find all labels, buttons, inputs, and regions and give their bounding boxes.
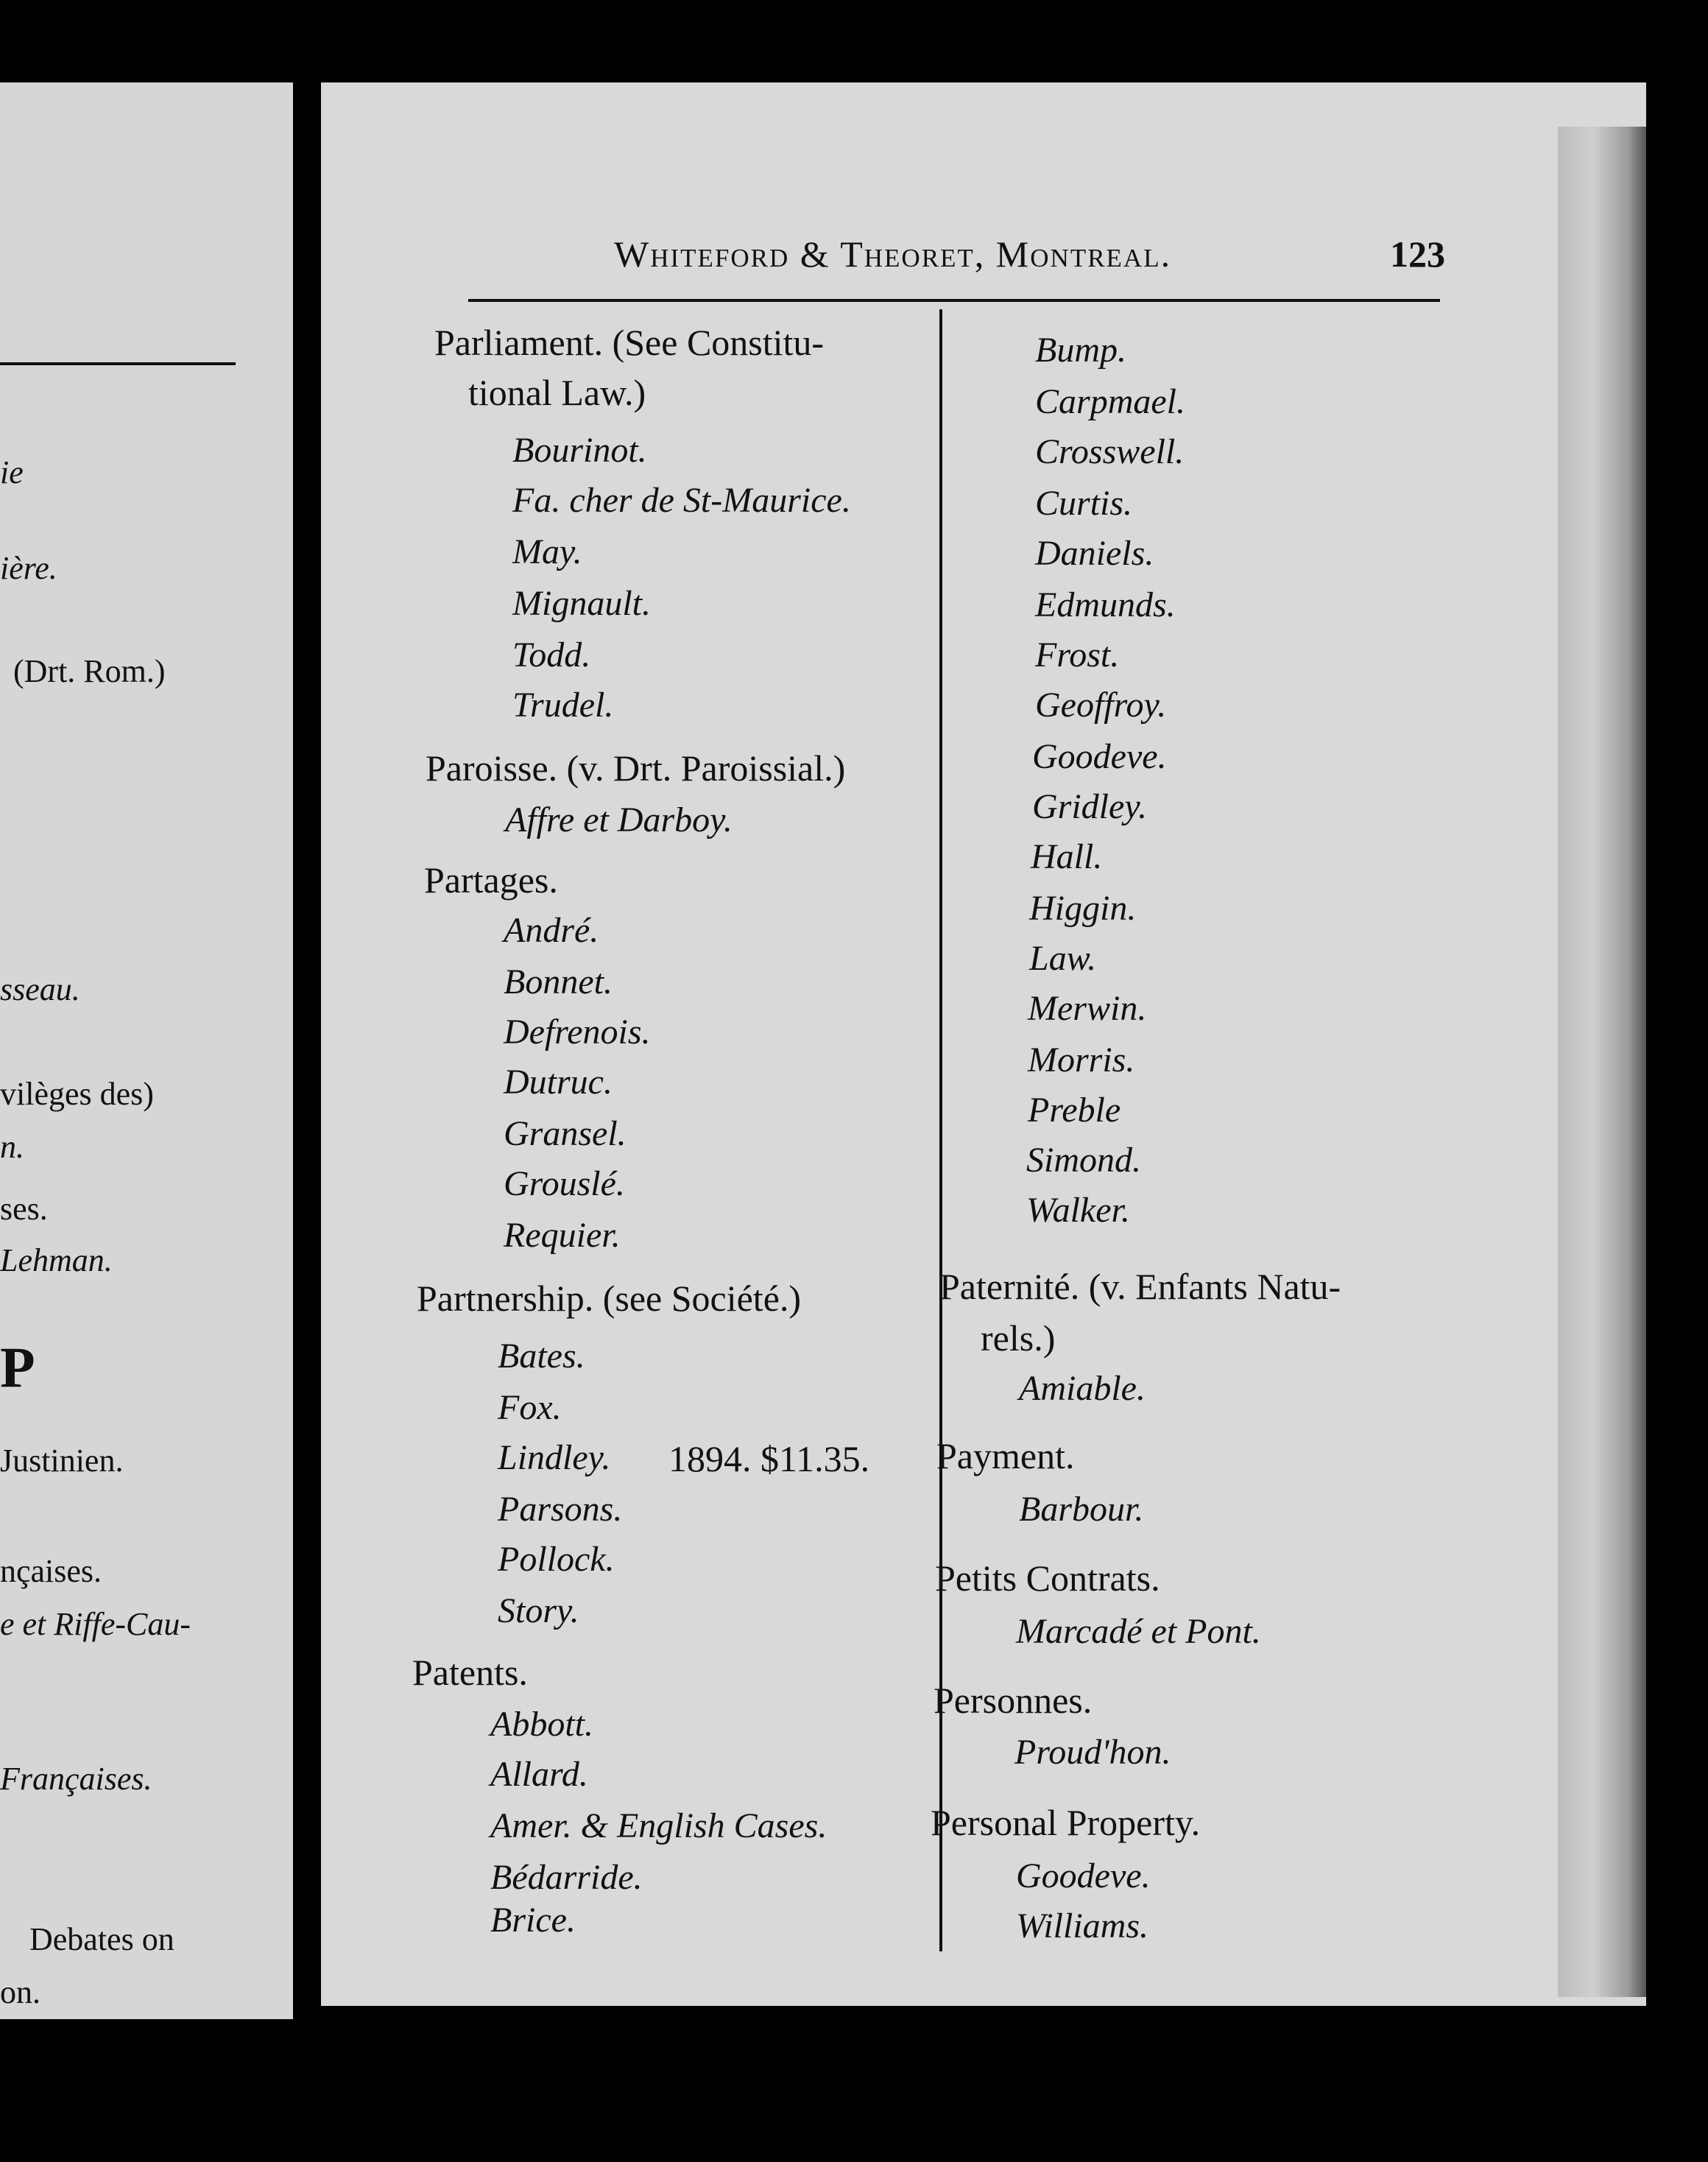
author-entry: Gransel. (504, 1114, 627, 1153)
previous-page (0, 82, 322, 2019)
author-entry: Hall. (1031, 837, 1103, 876)
author-entry: Carpmael. (1035, 382, 1185, 421)
author-entry: Crosswell. (1035, 432, 1185, 471)
author-entry: Goodeve. (1016, 1856, 1151, 1895)
author-entry: Dutruc. (504, 1063, 613, 1102)
author-entry: Marcadé et Pont. (1016, 1612, 1261, 1651)
author-entry: Fa. cher de St-Maurice. (512, 481, 851, 520)
author-entry: Proud'hon. (1014, 1733, 1171, 1772)
prev-text: Debates on (29, 1921, 174, 1957)
header-rule (468, 299, 1440, 302)
author-entry: Daniels. (1035, 534, 1154, 573)
section-heading: Paternité. (v. Enfants Natu- (939, 1266, 1341, 1307)
author-entry: May. (512, 532, 582, 571)
prev-text: vilèges des) (0, 1076, 154, 1112)
author-entry: André. (504, 911, 599, 950)
section-heading: Personnes. (934, 1680, 1093, 1721)
author-entry: Barbour. (1019, 1490, 1144, 1529)
author-entry: Frost. (1035, 635, 1120, 675)
prev-text: on. (0, 1974, 40, 2010)
prev-text: Lehman. (0, 1242, 113, 1278)
author-entry: Pollock. (498, 1540, 615, 1579)
author-entry: Mignault. (512, 584, 651, 623)
prev-section-letter: P (0, 1335, 35, 1399)
author-entry: Trudel. (512, 686, 614, 725)
author-entry: Edmunds. (1035, 585, 1176, 624)
author-entry: Gridley. (1032, 787, 1147, 826)
author-entry: Story. (498, 1591, 579, 1630)
author-entry: Bédarride. (490, 1858, 643, 1897)
author-entry: Brice. (490, 1901, 576, 1940)
author-entry: Bates. (498, 1337, 585, 1376)
section-heading: Petits Contrats. (935, 1557, 1160, 1599)
author-entry: Parsons. (498, 1490, 623, 1529)
author-entry: Merwin. (1028, 989, 1147, 1028)
prev-text: Françaises. (0, 1761, 152, 1797)
price-note: 1894. $11.35. (668, 1438, 870, 1479)
author-entry: Grouslé. (504, 1164, 625, 1203)
prev-text: Justinien. (0, 1443, 124, 1479)
author-entry: Lindley. (498, 1438, 611, 1477)
author-entry: Amer. & English Cases. (490, 1806, 827, 1845)
author-entry: Higgin. (1029, 889, 1137, 928)
prev-text: ses. (0, 1191, 48, 1227)
prev-text: nçaises. (0, 1553, 102, 1589)
previous-page-rule (0, 362, 236, 365)
author-entry: Abbott. (490, 1705, 593, 1744)
author-entry: Morris. (1028, 1040, 1135, 1080)
author-entry: Fox. (498, 1388, 562, 1427)
author-entry: Affre et Darboy. (505, 800, 733, 839)
author-entry: Bonnet. (504, 962, 613, 1001)
author-entry: Preble (1028, 1091, 1121, 1130)
section-heading: Partages. (424, 859, 558, 901)
page-number: 123 (1390, 233, 1445, 275)
author-entry: Todd. (512, 635, 591, 675)
prev-text: ie (0, 454, 24, 490)
author-entry: Goodeve. (1032, 737, 1167, 776)
author-entry: Requier. (504, 1216, 621, 1255)
author-entry: Defrenois. (504, 1013, 651, 1052)
author-entry: Geoffroy. (1035, 686, 1167, 725)
author-entry: Law. (1029, 939, 1097, 978)
prev-text: (Drt. Rom.) (13, 653, 166, 689)
section-heading: Partnership. (see Société.) (417, 1278, 802, 1319)
section-heading: Patents. (412, 1652, 528, 1693)
prev-text: ière. (0, 550, 57, 586)
prev-text: e et Riffe-Cau- (0, 1606, 191, 1642)
page-edge (1558, 127, 1646, 1997)
author-entry: Curtis. (1035, 484, 1133, 523)
author-entry: Walker. (1026, 1191, 1130, 1230)
prev-text: sseau. (0, 971, 80, 1007)
prev-text: n. (0, 1129, 24, 1165)
section-heading: Parliament. (See Constitu- (434, 322, 825, 363)
running-header: Whiteford & Theoret, Montreal. (614, 233, 1172, 275)
section-heading-continued: tional Law.) (468, 372, 646, 413)
section-heading: Paroisse. (v. Drt. Paroissial.) (426, 747, 846, 789)
section-heading-continued: rels.) (981, 1317, 1056, 1359)
author-entry: Simond. (1026, 1141, 1141, 1180)
author-entry: Bourinot. (512, 431, 647, 470)
author-entry: Williams. (1016, 1906, 1149, 1946)
book-gutter (293, 74, 322, 2032)
author-entry: Allard. (490, 1755, 588, 1794)
author-entry: Bump. (1035, 331, 1126, 370)
section-heading: Personal Property. (931, 1802, 1201, 1843)
section-heading: Payment. (936, 1435, 1075, 1476)
author-entry: Amiable. (1019, 1369, 1146, 1408)
